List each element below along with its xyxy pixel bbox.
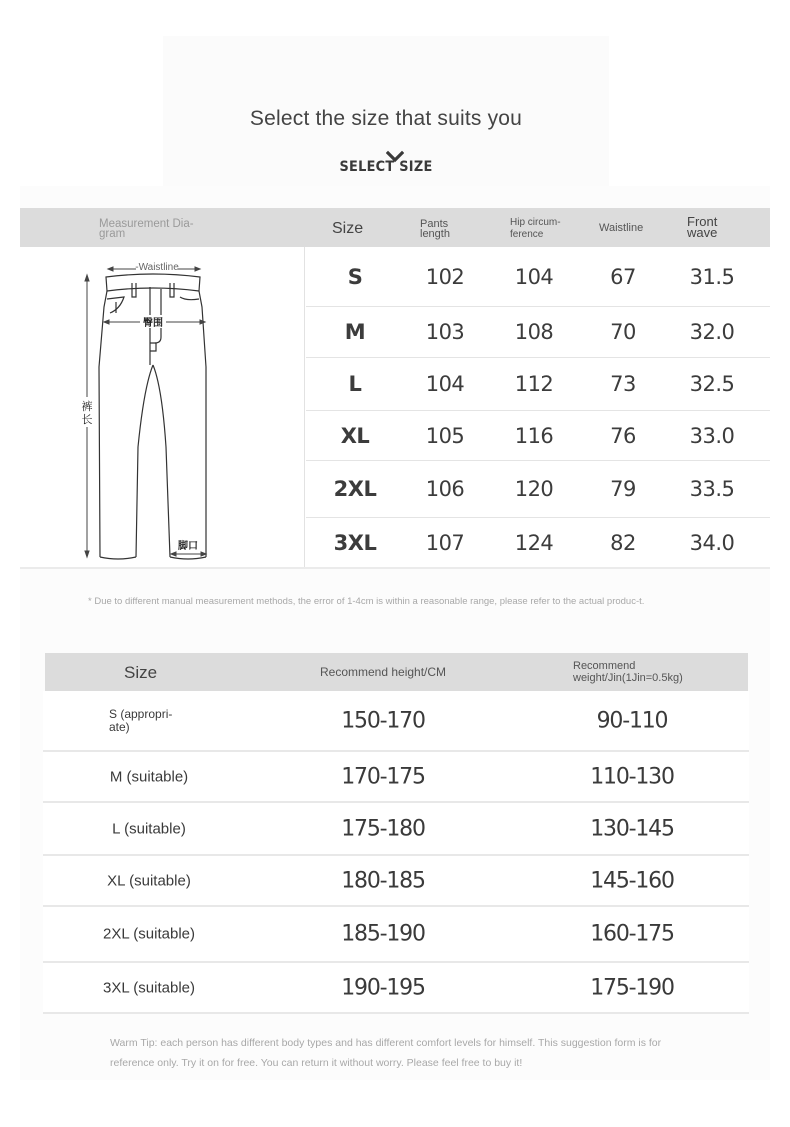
cell-weight: 90-110 bbox=[596, 708, 668, 733]
cell-weight: 110-130 bbox=[590, 764, 674, 789]
cell-height: 170-175 bbox=[341, 764, 425, 789]
cell-pants-length: 104 bbox=[425, 372, 465, 396]
cell-front-wave: 32.0 bbox=[689, 320, 735, 344]
cell-size: M bbox=[344, 320, 366, 344]
measurement-diagram bbox=[20, 247, 305, 567]
cell-pants-length: 105 bbox=[425, 423, 465, 448]
table-row bbox=[43, 856, 749, 907]
diagram-label-hem: 脚口 bbox=[178, 541, 198, 552]
header-size: Size bbox=[124, 663, 158, 682]
cell-height: 185-190 bbox=[341, 921, 425, 947]
recommend-table-header bbox=[45, 653, 748, 691]
cell-hip: 124 bbox=[514, 530, 554, 555]
size-table-header bbox=[20, 208, 770, 247]
size-table-body bbox=[20, 247, 770, 569]
header-recommend-weight: Recommend weight/Jin(1Jin=0.5kg) bbox=[573, 660, 683, 684]
cell-weight: 130-145 bbox=[590, 816, 674, 841]
warm-tip-note: Warm Tip: each person has different body types and has different comfort levels for himself. This suggestion form is for reference only. Try it on for free. You can return it without worry. Please feel free to buy it! bbox=[110, 1037, 662, 1069]
cell-front-wave: 34.0 bbox=[689, 530, 735, 555]
cell-front-wave: 32.5 bbox=[689, 372, 735, 396]
cell-height: 190-195 bbox=[341, 975, 425, 1000]
cell-front-wave: 33.0 bbox=[689, 423, 735, 448]
table-row bbox=[306, 358, 770, 411]
cell-hip: 120 bbox=[514, 477, 554, 501]
cell-waistline: 70 bbox=[610, 320, 636, 344]
cell-hip: 116 bbox=[514, 423, 554, 448]
header-hip-circumference: Hip circum-ference bbox=[510, 217, 561, 240]
table-row bbox=[43, 907, 749, 963]
hero-title: Select the size that suits you bbox=[249, 107, 523, 130]
chevron-down-icon bbox=[386, 150, 404, 164]
header-size: Size bbox=[332, 220, 364, 237]
cell-size: S (appropri-ate) bbox=[109, 706, 173, 734]
table-row bbox=[43, 691, 749, 752]
cell-pants-length: 106 bbox=[425, 477, 465, 501]
diagram-label-waistline: -Waistline bbox=[135, 262, 179, 273]
table-row bbox=[306, 461, 770, 518]
cell-size: 3XL (suitable) bbox=[103, 979, 195, 996]
cell-waistline: 76 bbox=[610, 423, 636, 448]
cell-pants-length: 107 bbox=[425, 530, 465, 555]
header-front-wave: Front wave bbox=[687, 214, 718, 240]
measurement-note: * Due to different manual measurement methods, the error of 1-4cm is within a reasonable range, please refer to the actual produc-t. bbox=[88, 596, 645, 607]
cell-size: 2XL (suitable) bbox=[103, 925, 195, 943]
cell-pants-length: 103 bbox=[425, 320, 465, 344]
table-row bbox=[306, 411, 770, 461]
diagram-label-hip: 臀围 bbox=[143, 318, 163, 329]
cell-waistline: 79 bbox=[610, 477, 636, 501]
cell-weight: 175-190 bbox=[590, 975, 674, 1000]
cell-size: 2XL bbox=[333, 477, 377, 501]
cell-weight: 160-175 bbox=[590, 921, 674, 947]
cell-hip: 108 bbox=[514, 320, 554, 344]
table-row bbox=[43, 752, 749, 803]
cell-waistline: 82 bbox=[610, 530, 636, 555]
cell-front-wave: 33.5 bbox=[689, 477, 735, 501]
cell-size: L (suitable) bbox=[112, 820, 186, 837]
cell-hip: 104 bbox=[514, 264, 554, 289]
header-measurement-diagram: Measurement Dia-gram bbox=[99, 218, 194, 240]
svg-text:裤: 裤 bbox=[81, 400, 93, 413]
cell-size: XL (suitable) bbox=[107, 872, 191, 889]
size-rows bbox=[306, 247, 770, 567]
cell-size: 3XL bbox=[333, 530, 377, 555]
header-recommend-height: Recommend height/CM bbox=[320, 665, 447, 679]
cell-waistline: 73 bbox=[610, 372, 636, 396]
pants-diagram-icon bbox=[20, 247, 305, 567]
cell-size: L bbox=[348, 372, 362, 396]
svg-text:长: 长 bbox=[81, 413, 93, 426]
cell-weight: 145-160 bbox=[590, 868, 674, 893]
cell-waistline: 67 bbox=[610, 264, 636, 289]
header-waistline: Waistline bbox=[599, 222, 644, 234]
cell-height: 180-185 bbox=[341, 868, 425, 893]
header-pants-length: Pants length bbox=[420, 218, 450, 240]
cell-size: S bbox=[347, 264, 363, 289]
cell-pants-length: 102 bbox=[425, 264, 465, 289]
table-row bbox=[306, 518, 770, 567]
cell-size: XL bbox=[340, 423, 370, 448]
cell-height: 150-170 bbox=[341, 708, 425, 733]
table-row bbox=[306, 247, 770, 307]
recommend-table-body bbox=[43, 691, 749, 1014]
table-row bbox=[306, 307, 770, 358]
cell-front-wave: 31.5 bbox=[689, 264, 735, 289]
cell-hip: 112 bbox=[514, 372, 554, 396]
table-row bbox=[43, 963, 749, 1014]
cell-size: M (suitable) bbox=[109, 768, 189, 785]
hero-subtitle: SELECT SIZE bbox=[339, 159, 433, 175]
table-row bbox=[43, 803, 749, 856]
cell-height: 175-180 bbox=[341, 816, 425, 841]
